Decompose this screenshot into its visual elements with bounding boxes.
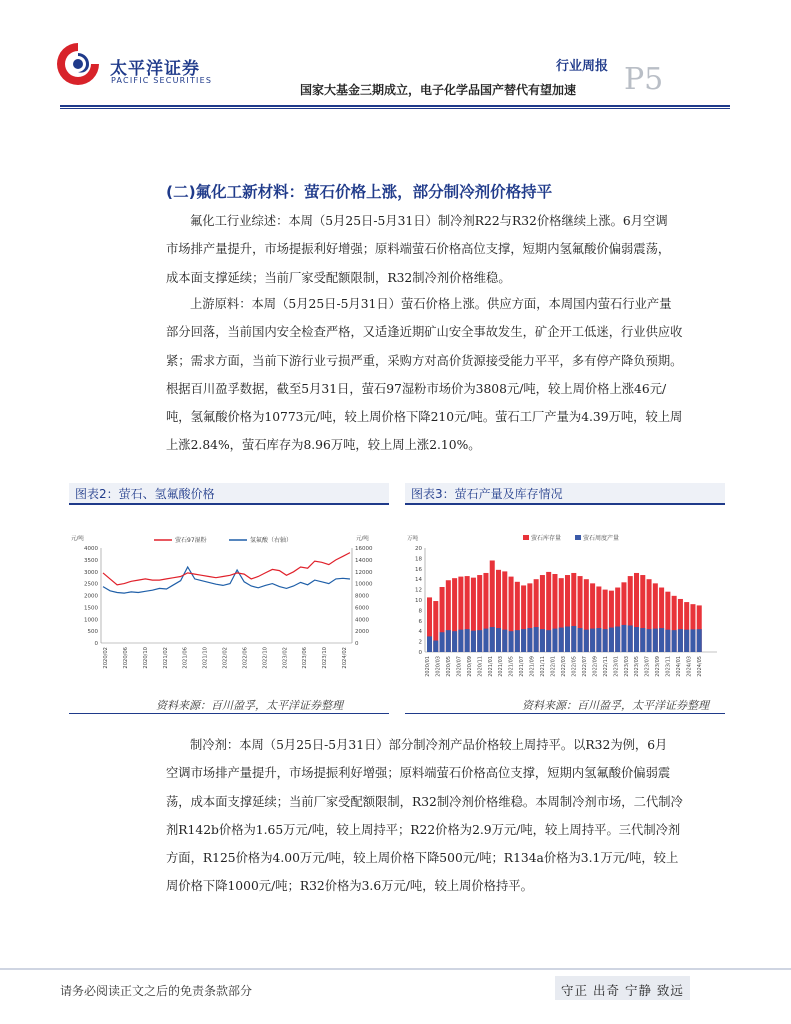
footer-motto: 守正 出奇 宁静 致远 — [561, 983, 684, 998]
bar-output — [672, 630, 677, 652]
figure2-source: 资料来源：百川盈孚，太平洋证券整理 — [156, 699, 343, 712]
x-tick-label: 2022/09 — [592, 656, 599, 677]
bar-output — [571, 626, 576, 652]
paragraph-line: 氟化工行业综述：本周（5月25日-5月31日）制冷剂R22与R32价格继续上涨。6月空调 — [190, 214, 668, 228]
y-tick-label-right: 8000 — [355, 593, 369, 600]
bar-output — [559, 628, 564, 652]
bar-output — [515, 630, 520, 652]
legend-swatch-output — [575, 535, 581, 540]
x-tick-label: 2023/09 — [655, 656, 662, 677]
y-axis-left-unit: 元/吨 — [71, 536, 84, 542]
bar-output — [665, 630, 670, 652]
y-tick-label: 8 — [418, 608, 422, 615]
x-tick-label: 2024/05 — [697, 656, 703, 677]
page-number: P5 — [624, 62, 664, 97]
x-tick-label: 2023/10 — [322, 647, 329, 669]
bar-output — [471, 631, 476, 652]
figure3-source: 资料来源：百川盈孚，太平洋证券整理 — [522, 699, 709, 712]
x-tick-label: 2022/07 — [581, 656, 588, 677]
legend-label-inventory: 萤石库存量 — [531, 535, 562, 542]
bar-output — [609, 628, 614, 652]
bar-output — [697, 629, 702, 652]
y-axis-unit: 万吨 — [407, 536, 419, 542]
x-tick-label: 2024/01 — [676, 656, 683, 677]
bar-output — [653, 629, 658, 652]
fluorite-hf-price-chart — [69, 513, 389, 693]
y-tick-label-right: 14000 — [355, 557, 373, 564]
y-tick-label-left: 0 — [94, 641, 98, 647]
x-tick-label: 2022/03 — [561, 656, 567, 677]
y-tick-label-right: 16000 — [355, 546, 373, 552]
bar-output — [647, 629, 652, 652]
y-axis-right-unit: 元/吨 — [356, 536, 369, 542]
bar-output — [565, 627, 570, 652]
footer-divider — [0, 968, 791, 970]
x-tick-label: 2021/09 — [529, 656, 536, 677]
y-tick-label-right: 12000 — [355, 569, 373, 576]
x-tick-label: 2020/09 — [466, 656, 473, 677]
x-tick-label: 2021/07 — [519, 656, 526, 677]
x-tick-label: 2021/05 — [508, 656, 515, 677]
paragraph-line: 空调市场排产量提升，市场提振利好增强；原料端萤石价格高位支撑，短期内氢氟酸价偏弱震 — [166, 766, 671, 781]
bar-output — [640, 628, 645, 652]
y-tick-label: 18 — [415, 556, 422, 563]
legend-label-output: 萤石周度产量 — [583, 535, 620, 542]
paragraph-line: 部分回落，当前国内安全检查严格，又适逢近期矿山安全事故发生，矿企开工低迷，行业供应收 — [166, 325, 683, 340]
x-tick-label: 2022/05 — [571, 656, 578, 677]
y-tick-label: 4 — [418, 629, 422, 636]
figure3-caption: 图表3：萤石产量及库存情况 — [405, 483, 725, 505]
bar-output — [433, 641, 438, 652]
bar-output — [465, 629, 470, 652]
x-tick-label: 2021/02 — [162, 647, 169, 669]
report-title: 国家大基金三期成立，电子化学品国产替代有望加速 — [300, 83, 577, 97]
x-tick-label: 2023/07 — [644, 656, 651, 677]
x-tick-label: 2023/01 — [613, 656, 620, 677]
brand-name-en: PACIFIC SECURITIES — [111, 76, 213, 85]
y-tick-label: 10 — [415, 598, 422, 604]
paragraph-line: 市场排产量提升，市场提振利好增强；原料端萤石价格高位支撑，短期内氢氟酸价偏弱震荡， — [166, 242, 671, 257]
x-tick-label: 2023/03 — [623, 656, 630, 677]
y-tick-label-right: 4000 — [355, 617, 369, 624]
y-tick-label-right: 6000 — [355, 605, 369, 612]
paragraph-line: 制冷剂：本周（5月25日-5月31日）部分制冷剂产品价格较上周持平。以R32为例，6月 — [190, 738, 668, 752]
x-tick-label: 2023/11 — [665, 656, 672, 677]
bar-output — [452, 631, 457, 652]
bar-output — [659, 628, 664, 652]
y-tick-label-right: 0 — [355, 641, 359, 647]
figure2-caption: 图表2：萤石、氢氟酸价格 — [69, 483, 389, 505]
y-tick-label: 14 — [415, 577, 422, 584]
paragraph-line: 方面，R125价格为4.00万元/吨，较上周价格下降500元/吨；R134a价格为3.1万元/吨，较上 — [166, 851, 679, 866]
bar-output — [584, 630, 589, 652]
y-tick-label: 16 — [415, 566, 422, 573]
bar-output — [483, 629, 488, 652]
y-tick-label: 20 — [415, 546, 422, 552]
x-tick-label: 2021/01 — [487, 656, 494, 677]
bar-output — [458, 630, 463, 652]
fluorite-output-inventory-chart — [405, 513, 725, 693]
bar-output — [552, 629, 557, 652]
bar-output — [603, 629, 608, 652]
bar-output — [578, 628, 583, 652]
paragraph-line: 上涨2.84%，萤石库存为8.96万吨，较上周上涨2.10%。 — [166, 438, 481, 453]
x-tick-label: 2020/02 — [103, 647, 109, 669]
x-tick-label: 2024/03 — [686, 656, 693, 677]
legend-swatch-inventory — [523, 535, 529, 540]
bar-output — [527, 628, 532, 652]
bar-output — [628, 625, 633, 652]
x-tick-label: 2020/01 — [425, 656, 431, 677]
x-tick-label: 2021/03 — [498, 656, 505, 677]
y-tick-label-left: 1000 — [84, 617, 98, 624]
y-tick-label: 6 — [418, 618, 422, 625]
x-tick-label: 2022/10 — [262, 647, 269, 669]
bar-output — [690, 629, 695, 652]
paragraph-line: 根据百川盈孚数据，截至5月31日，萤石97湿粉市场价为3808元/吨，较上周价格上涨46元/ — [166, 381, 667, 396]
x-tick-label: 2023/06 — [302, 647, 309, 669]
y-tick-label-left: 2000 — [84, 593, 98, 600]
bar-output — [596, 628, 601, 652]
x-tick-label: 2022/01 — [550, 656, 557, 677]
x-tick-label: 2023/02 — [282, 647, 289, 669]
series-line-fluorite — [103, 553, 350, 585]
bar-output — [477, 630, 482, 652]
x-tick-label: 2021/11 — [540, 656, 547, 677]
x-tick-label: 2022/11 — [602, 656, 609, 677]
bar-output — [678, 629, 683, 652]
legend-label-fluorite: 萤石97湿粉 — [175, 537, 207, 544]
bar-output — [546, 630, 551, 652]
bar-output — [684, 630, 689, 652]
y-tick-label: 0 — [418, 650, 422, 656]
bar-output — [534, 627, 539, 652]
figure3-bottom-rule — [405, 713, 725, 714]
header-divider-thin — [60, 108, 730, 109]
x-tick-label: 2022/06 — [242, 647, 249, 669]
bar-output — [427, 636, 432, 652]
report-type-label: 行业周报 — [556, 59, 609, 74]
bar-output — [615, 627, 620, 652]
bar-output — [540, 629, 545, 652]
x-tick-label: 2024/02 — [342, 647, 348, 669]
bar-output — [440, 632, 445, 652]
legend-label-hf: 氢氟酸（右轴） — [250, 537, 293, 544]
paragraph-line: 紧；需求方面，当前下游行业亏损严重，采购方对高价货源接受能力平平，多有停产降负预期。 — [166, 353, 683, 368]
x-tick-label: 2020/11 — [477, 656, 484, 677]
bar-output — [502, 630, 507, 652]
bar-output — [446, 630, 451, 652]
bar-output — [490, 627, 495, 652]
y-tick-label-right: 2000 — [355, 629, 369, 636]
y-tick-label-left: 3000 — [84, 569, 98, 576]
y-tick-label-left: 2500 — [84, 581, 98, 588]
footer-disclaimer: 请务必阅读正文之后的免责条款部分 — [60, 984, 253, 998]
paragraph-line: 周价格下降1000元/吨；R32价格为3.6万元/吨，较上周价格持平。 — [166, 879, 533, 894]
x-tick-label: 2021/10 — [202, 647, 209, 669]
figure2-bottom-rule — [69, 713, 389, 714]
header-divider — [60, 105, 730, 107]
paragraph-industry-overview — [166, 207, 718, 292]
paragraph-upstream-raw-material — [166, 290, 718, 460]
x-tick-label: 2021/06 — [182, 647, 189, 669]
bar-output — [521, 629, 526, 652]
paragraph-line: 剂R142b价格为1.65万元/吨，较上周持平；R22价格为2.9万元/吨，较上周持平。三代制冷剂 — [166, 822, 681, 837]
bar-output — [621, 625, 626, 652]
paragraph-line: 上游原料：本周（5月25日-5月31日）萤石价格上涨。供应方面，本周国内萤石行业产量 — [190, 297, 672, 311]
y-tick-label-left: 4000 — [84, 546, 98, 552]
x-tick-label: 2023/05 — [634, 656, 641, 677]
paragraph-refrigerant — [166, 731, 718, 901]
x-tick-label: 2020/06 — [122, 647, 129, 669]
x-tick-label: 2020/03 — [435, 656, 442, 677]
section-title: (二)氟化工新材料：萤石价格上涨，部分制冷剂价格持平 — [166, 183, 553, 201]
bar-output — [634, 627, 639, 652]
paragraph-line: 荡，成本面支撑延续；当前厂家受配额限制，R32制冷剂价格维稳。本周制冷剂市场，二代制冷 — [166, 794, 683, 809]
x-tick-label: 2022/02 — [222, 647, 229, 669]
x-tick-label: 2020/07 — [456, 656, 463, 677]
pacific-securities-logo-icon — [54, 40, 102, 88]
brand-name-cn: 太平洋证券 — [110, 59, 200, 79]
y-tick-label-left: 3500 — [84, 557, 98, 564]
y-tick-label-left: 500 — [87, 629, 98, 636]
x-tick-label: 2020/05 — [445, 656, 452, 677]
x-tick-label: 2020/10 — [142, 647, 149, 669]
y-tick-label-right: 10000 — [355, 581, 373, 588]
y-tick-label: 2 — [418, 639, 422, 646]
bar-output — [496, 628, 501, 652]
bar-output — [590, 629, 595, 652]
paragraph-line: 成本面支撑延续；当前厂家受配额限制，R32制冷剂价格维稳。 — [166, 270, 511, 285]
y-tick-label-left: 1500 — [84, 605, 98, 612]
y-tick-label: 12 — [415, 587, 422, 594]
paragraph-line: 吨，氢氟酸价格为10773元/吨，较上周价格下降210元/吨。萤石工厂产量为4.39万吨，较上周 — [166, 410, 683, 425]
bar-output — [509, 631, 514, 652]
